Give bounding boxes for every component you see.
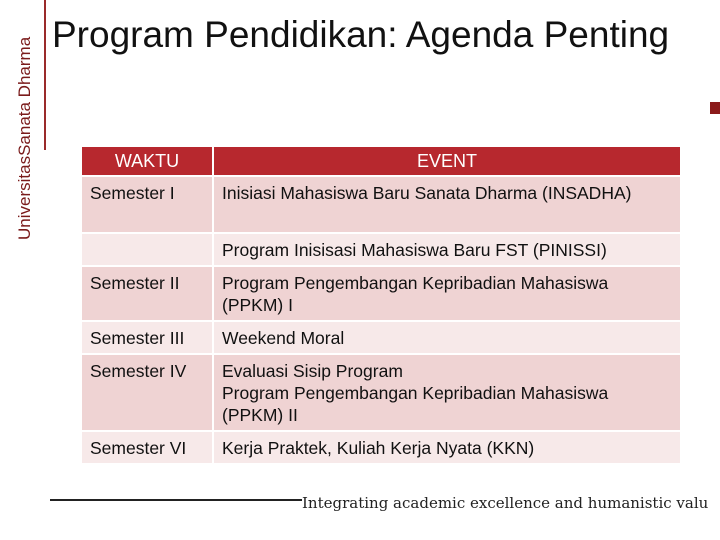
title-accent-mark xyxy=(710,102,720,114)
time-cell: Semester IV xyxy=(82,355,212,430)
event-text: Program Pengembangan Kepribadian Mahasiswa (PPKM) I xyxy=(222,273,609,315)
table-row xyxy=(82,267,680,320)
event-text: Program Pengembangan Kepribadian Mahasiswa (PPKM) II xyxy=(222,383,609,425)
sidebar-divider xyxy=(44,0,46,150)
table-row xyxy=(82,177,680,232)
slide-title: Program Pendidikan: Agenda Penting xyxy=(52,14,670,55)
university-name: UniversitasSanata Dharma xyxy=(15,36,34,240)
event-cell xyxy=(214,355,680,430)
event-cell xyxy=(214,177,680,232)
event-cell xyxy=(214,322,680,353)
university-sidebar xyxy=(0,0,46,240)
table-row xyxy=(82,355,680,430)
table-row xyxy=(82,322,680,353)
time-cell: Semester III xyxy=(82,322,212,353)
time-cell: Semester I xyxy=(82,177,212,232)
time-cell xyxy=(82,234,212,265)
footer-tagline: Integrating academic excellence and humanistic valu xyxy=(302,494,709,512)
time-cell: Semester II xyxy=(82,267,212,320)
event-cell xyxy=(214,234,680,265)
event-text: Kerja Praktek, Kuliah Kerja Nyata (KKN) xyxy=(222,438,535,458)
event-text: Evaluasi Sisip Program xyxy=(222,361,403,381)
table-row xyxy=(82,234,680,265)
event-text: Weekend Moral xyxy=(222,328,345,348)
header-event: EVENT xyxy=(214,147,680,175)
event-cell xyxy=(214,267,680,320)
agenda-table xyxy=(80,145,682,465)
table-row xyxy=(82,432,680,463)
event-text: Program Inisisasi Mahasiswa Baru FST (PINISSI) xyxy=(222,240,607,260)
time-cell: Semester VI xyxy=(82,432,212,463)
event-text: Inisiasi Mahasiswa Baru Sanata Dharma (INSADHA) xyxy=(222,183,632,203)
event-cell xyxy=(214,432,680,463)
footer-divider xyxy=(50,499,302,501)
table-header-row xyxy=(82,147,680,175)
header-waktu: WAKTU xyxy=(82,147,212,175)
